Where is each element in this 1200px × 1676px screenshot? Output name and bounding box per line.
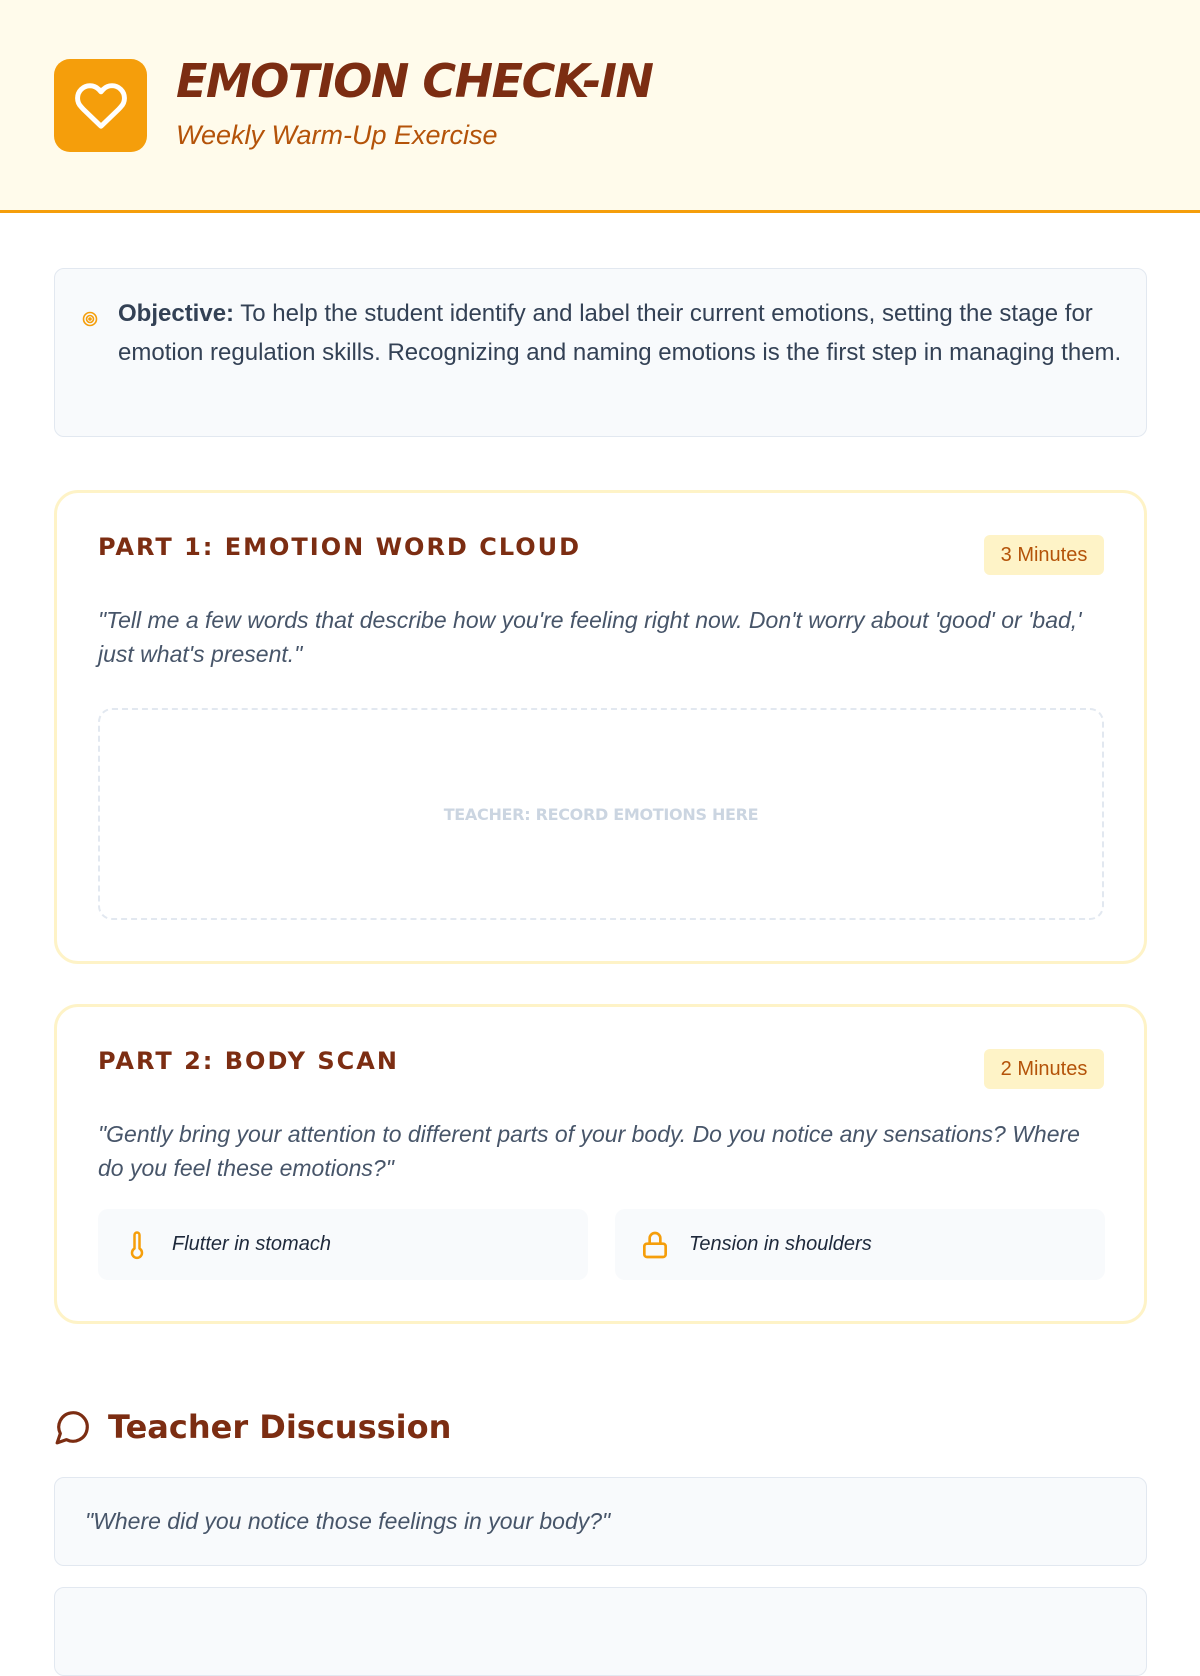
discussion-question-next xyxy=(54,1587,1147,1676)
thermometer-icon xyxy=(122,1228,152,1262)
sensation-item xyxy=(98,1209,588,1280)
part-1-duration-badge: 3 Minutes xyxy=(984,535,1104,575)
part-1-card xyxy=(54,490,1147,964)
logo-badge xyxy=(54,59,147,152)
lock-icon xyxy=(639,1228,671,1262)
target-icon xyxy=(82,311,98,327)
part-2-title: PART 2: BODY SCAN xyxy=(98,1047,399,1075)
objective-box xyxy=(54,268,1147,437)
sensation-item xyxy=(615,1209,1105,1280)
discussion-question xyxy=(54,1477,1147,1566)
speech-bubble-icon xyxy=(54,1408,92,1446)
page-title: EMOTION CHECK-IN xyxy=(176,54,653,108)
record-placeholder: TEACHER: RECORD EMOTIONS HERE xyxy=(443,804,759,824)
discussion-header xyxy=(54,1405,451,1449)
sensation-label: Tension in shoulders xyxy=(689,1233,872,1255)
objective-body: To help the student identify and label their current emotions, setting the stage for emotion regulation skills. Recognizing and naming emotions is the first step in managing them. xyxy=(118,300,1122,366)
part-1-prompt: "Tell me a few words that describe how you're feeling right now. Don't worry about 'good' or 'bad,' just what's present." xyxy=(98,607,1082,667)
part-1-title: PART 1: EMOTION WORD CLOUD xyxy=(98,533,582,561)
objective-label: Objective: xyxy=(118,300,235,327)
part-2-duration-badge: 2 Minutes xyxy=(984,1049,1104,1089)
sensation-label: Flutter in stomach xyxy=(172,1233,331,1255)
objective-text xyxy=(118,295,1128,372)
emotion-record-area[interactable] xyxy=(98,708,1104,920)
discussion-title: Teacher Discussion xyxy=(108,1408,452,1446)
page-subtitle: Weekly Warm-Up Exercise xyxy=(176,120,498,150)
question-text: "Where did you notice those feelings in your body?" xyxy=(85,1508,611,1534)
heart-icon xyxy=(74,79,128,133)
part-2-prompt: "Gently bring your attention to different parts of your body. Do you notice any sensations? Where do you feel these emotions?" xyxy=(98,1121,1080,1181)
page-header xyxy=(0,0,1200,213)
part-2-card xyxy=(54,1004,1147,1324)
